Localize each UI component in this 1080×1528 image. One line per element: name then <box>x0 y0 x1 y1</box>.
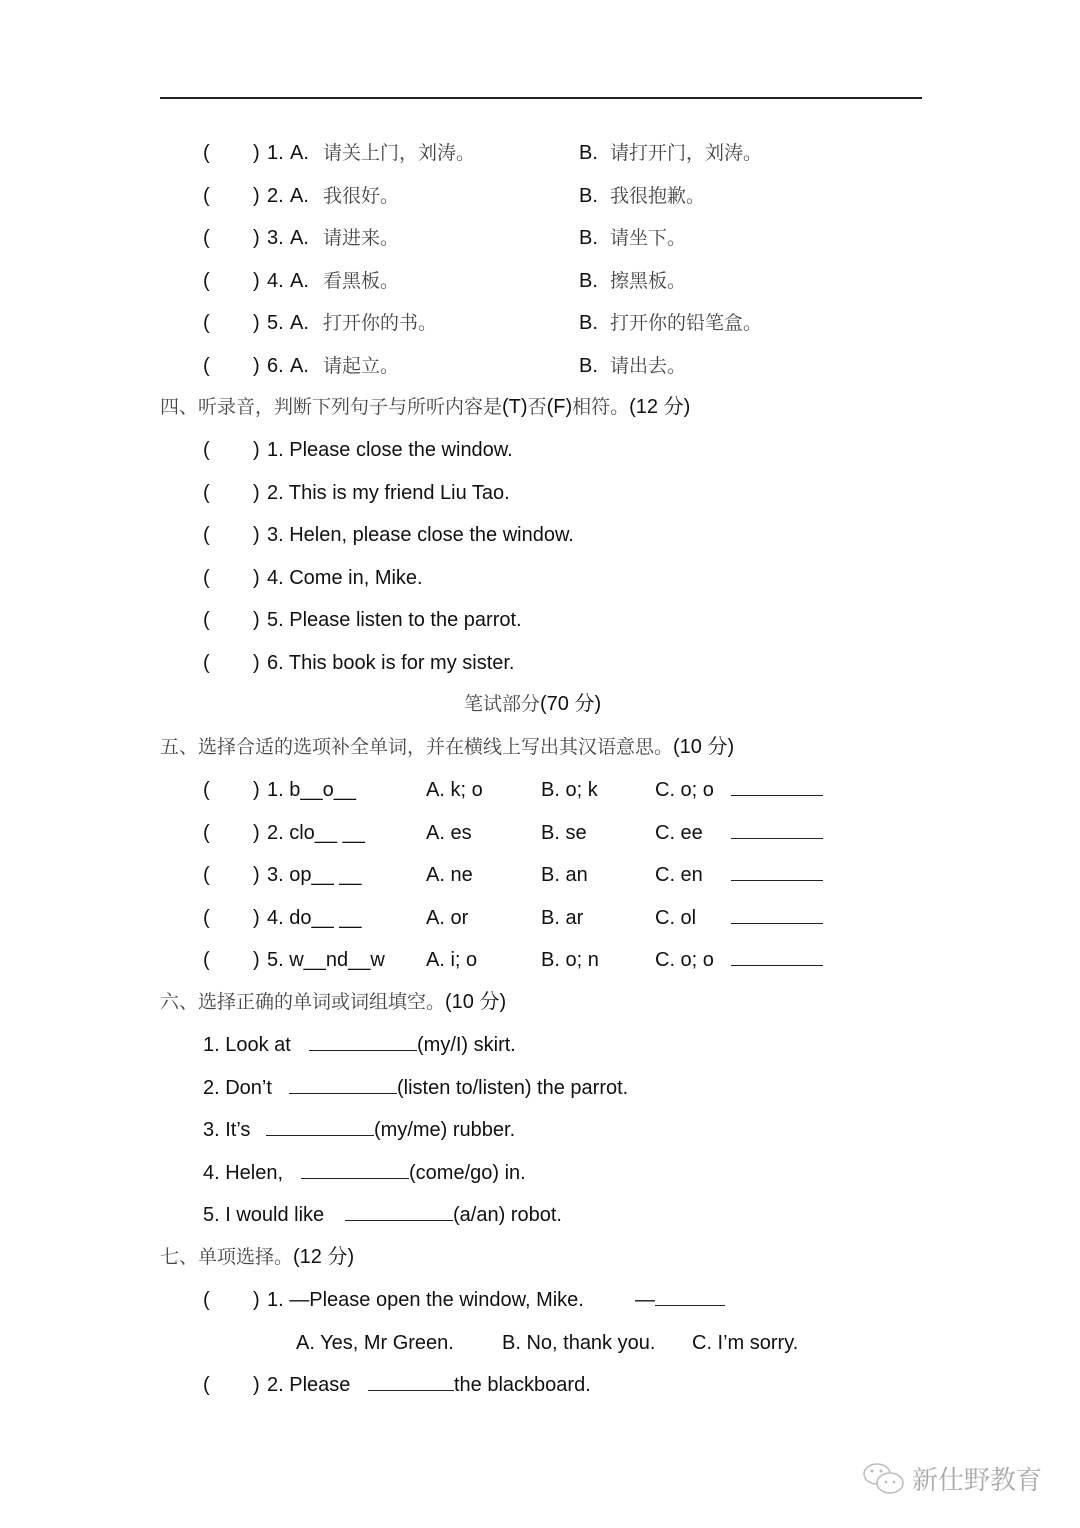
answer-blank[interactable] <box>368 1372 454 1391</box>
written-part-heading: 笔试部分(70 分) <box>464 693 602 715</box>
answer-blank[interactable] <box>345 1202 453 1221</box>
section7-title: 七、单项选择。(12 分) <box>160 1246 355 1268</box>
answer-blank[interactable] <box>655 1287 725 1306</box>
meaning-blank[interactable] <box>731 947 823 966</box>
answer-blank[interactable] <box>301 1160 409 1179</box>
watermark: 新仕野教育 <box>862 1460 1042 1497</box>
meaning-blank[interactable] <box>731 862 823 881</box>
answer-blank[interactable] <box>289 1075 397 1094</box>
wechat-icon <box>862 1461 906 1497</box>
meaning-blank[interactable] <box>731 820 823 839</box>
answer-blank[interactable] <box>266 1117 374 1136</box>
meaning-blank[interactable] <box>731 905 823 924</box>
section6-title: 六、选择正确的单词或词组填空。(10 分) <box>160 991 507 1013</box>
answer-blank[interactable] <box>309 1032 417 1051</box>
header-rule <box>160 97 922 99</box>
meaning-blank[interactable] <box>731 777 823 796</box>
section5-title: 五、选择合适的选项补全单词，并在横线上写出其汉语意思。(10 分) <box>160 736 735 758</box>
section4-title: 四、听录音，判断下列句子与所听内容是(T)否(F)相符。(12 分) <box>160 396 691 418</box>
